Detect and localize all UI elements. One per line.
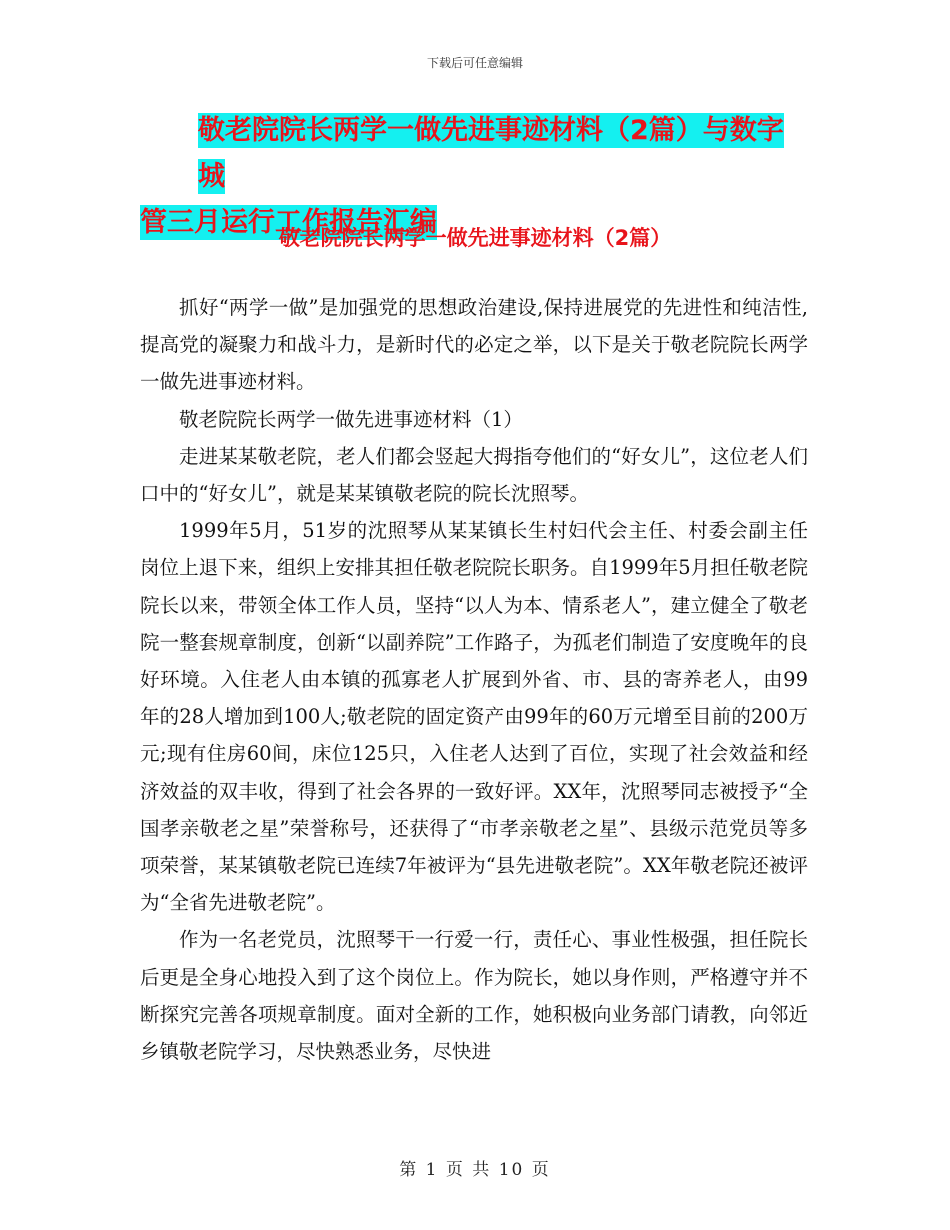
body-text — [140, 289, 808, 1070]
paragraph-1: 走进某某敬老院，老人们都会竖起大拇指夸他们的“好女儿”，这位老人们口中的“好女儿”，就是某某镇敬老院的院长沈照琴。 — [140, 444, 808, 506]
section-title: 敬老院院长两学一做先进事迹材料（2篇） — [278, 226, 672, 250]
title-line-2: 管三月运行工作报告汇编 — [140, 207, 437, 238]
title-line-1: 敬老院院长两学一做先进事迹材料（2篇）与数字城 — [198, 115, 784, 192]
header-note: 下载后可任意编辑 — [426, 56, 523, 70]
paragraph-3: 作为一名老党员，沈照琴干一行爱一行，责任心、事业性极强，担任院长后更是全身心地投入到了这个岗位上。作为院长，她以身作则，严格遵守并不断探究完善各项规章制度。面对全新的工作，她积极向业务部门请教，向邻近乡镇敬老院学习，尽快熟悉业务，尽快进 — [140, 928, 808, 1064]
paragraph-subheading: 敬老院院长两学一做先进事迹材料（1） — [179, 407, 523, 431]
paragraph-intro: 抓好“两学一做”是加强党的思想政治建设,保持进展党的先进性和纯洁性,提高党的凝聚力和战斗力，是新时代的必定之举，以下是关于敬老院院长两学一做先进事迹材料。 — [140, 296, 808, 394]
paragraph-2: 1999年5月，51岁的沈照琴从某某镇长生村妇代会主任、村委会副主任岗位上退下来，组织上安排其担任敬老院院长职务。自1999年5月担任敬老院院长以来，带领全体工作人员，坚持“以人为本、情系老人”，建立健全了敬老院一整套规章制度，创新“以副养院”工作路子，为孤老们制造了安度晚年的良好环境。入住老人由本镇的孤寡老人扩展到外省、市、县的寄养老人，由99年的28人增加到100人;敬老院的固定资产由99年的60万元增至目前的200万元;现有住房60间，床位125只，入住老人达到了百位，实现了社会效益和经济效益的双丰收，得到了社会各界的一致好评。XX年，沈照琴同志被授予“全国孝亲敬老之星”荣誉称号，还获得了“市孝亲敬老之星”、县级示范党员等多项荣誉，某某镇敬老院已连续7年被评为“县先进敬老院”。XX年敬老院还被评为“全省先进敬老院”。 — [140, 519, 808, 915]
page-footer: 第 1 页 共 10 页 — [399, 1160, 551, 1180]
